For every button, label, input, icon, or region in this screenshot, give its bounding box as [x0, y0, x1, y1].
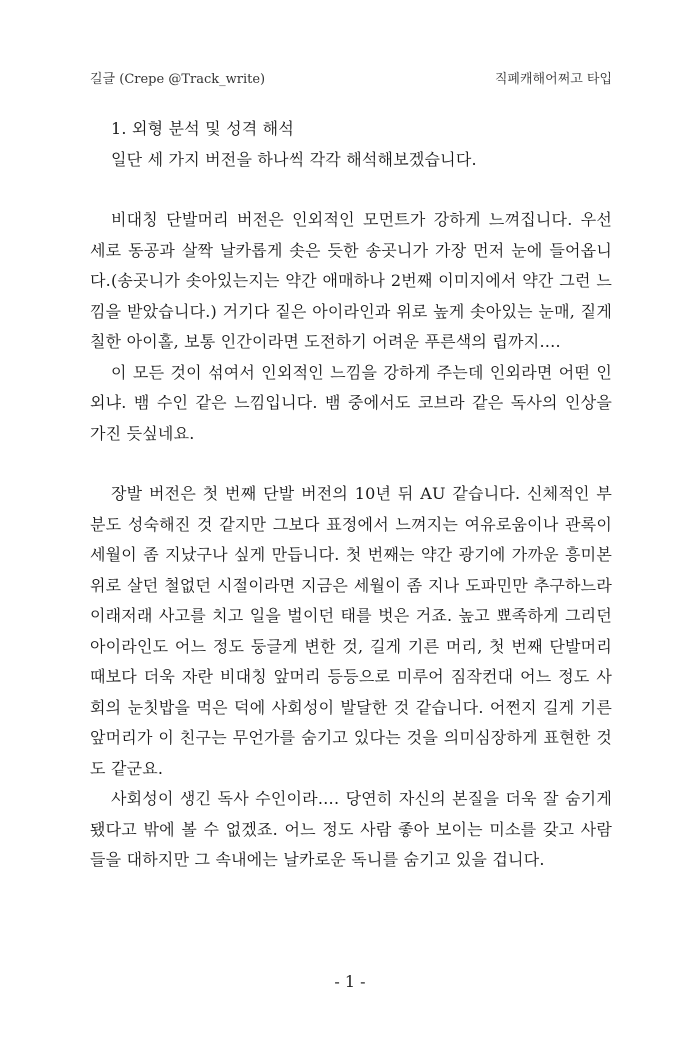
paragraph-long-hair: 장발 버전은 첫 번째 단발 버전의 10년 뒤 AU 같습니다. 신체적인 부분도 성숙해진 것 같지만 그보다 표정에서 느껴지는 여유로움이나 관록이 세월이 좀 지났구나 싶게 만듭니다. 첫 번째는 약간 광기에 가까운 흥미본위로 살던 철없던 시절이라면 지금은 세월이 좀 지나 도파민만 추구하느라 이래저래 사고를 치고 일을 벌이던 태를 벗은 거죠. 높고 뾰족하게 그리던 아이라인도 어느 정도 둥글게 변한 것, 길게 기른 머리, 첫 번째 단발머리 때보다 더욱 자란 비대칭 앞머리 등등으로 미루어 짐작컨대 어느 정도 사회의 눈칫밥을 먹은 덕에 사회성이 발달한 것 같습니다. 어쩐지 길게 기른 앞머리가 이 친구는 무언가를 숨기고 있다는 것을 의미심장하게 표현한 것도 같군요.	[90, 484, 612, 778]
page-number: - 1 -	[334, 972, 366, 991]
paragraph-short-hair: 비대칭 단발머리 버전은 인외적인 모먼트가 강하게 느껴집니다. 우선 세로 동공과 살짝 날카롭게 솟은 듯한 송곳니가 가장 먼저 눈에 들어옵니다.(송곳니가 솟아있는지는 약간 애매하나 2번째 이미지에서 약간 그런 느낌을 받았습니다.) 거기다 짙은 아이라인과 위로 높게 솟아있는 눈매, 짙게 칠한 아이홀, 보통 인간이라면 도전하기 어려운 푸른색의 립까지….	[90, 210, 612, 351]
page-header	[90, 68, 612, 87]
document-body	[90, 114, 612, 876]
paragraph-social-snake: 사회성이 생긴 독사 수인이라…. 당연히 자신의 본질을 더욱 잘 숨기게 됐다고 밖에 볼 수 없겠죠. 어느 정도 사람 좋아 보이는 미소를 갖고 사람들을 대하지만 그 속내에는 날카로운 독니를 숨기고 있을 겁니다.	[90, 789, 612, 869]
paragraph-gap	[90, 449, 612, 479]
paragraph-snake-impression: 이 모든 것이 섞여서 인외적인 느낌을 강하게 주는데 인외라면 어떤 인외냐. 뱀 수인 같은 느낌입니다. 뱀 중에서도 코브라 같은 독사의 인상을 가진 듯싶네요.	[90, 362, 612, 443]
header-title: 직폐캐해어쩌고 타입	[494, 72, 612, 87]
header-author: 길글 (Crepe @Track_write)	[90, 72, 266, 87]
section-title: 1. 외형 분석 및 성격 해석	[111, 119, 294, 138]
intro-text: 일단 세 가지 버전을 하나씩 각각 해석해보겠습니다.	[111, 149, 477, 169]
paragraph-gap	[90, 175, 612, 205]
